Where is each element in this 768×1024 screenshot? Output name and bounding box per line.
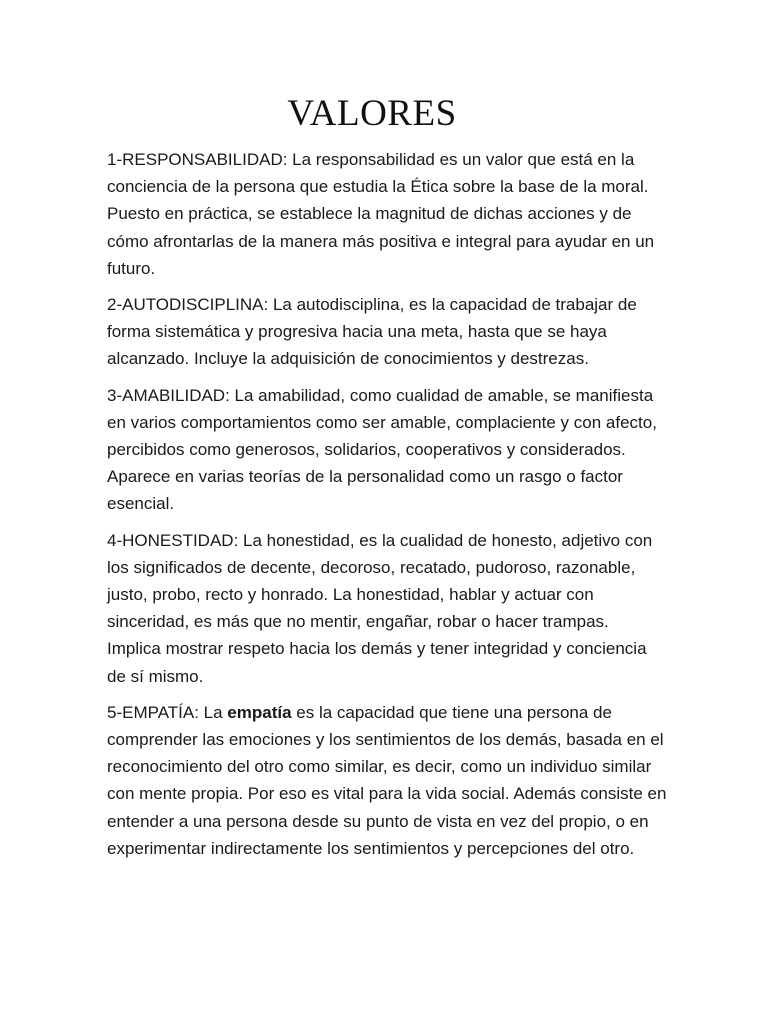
paragraph-honestidad: 4-HONESTIDAD: La honestidad, es la cualidad de honesto, adjetivo con los significados de decente, decoroso, recatado, pudoroso, razonable, justo, probo, recto y honrado. La honestidad, hablar y actuar con sinceridad, es más que no mentir, engañar, robar o hacer trampas. Implica mostrar respeto hacia los demás y tener integridad y conciencia de sí mismo.: [107, 530, 653, 686]
document-title: VALORES: [287, 93, 457, 134]
paragraph-empatia-rest: es la capacidad que tiene una persona de comprender las emociones y los sentimientos de los demás, basada en el reconocimiento del otro como similar, es decir, como un individuo similar con mente propia. Por eso es vital para la vida social. Además consiste en entender a una persona desde su punto de vista en vez del propio, o en experimentar indirectamente los sentimientos y percepciones del otro.: [107, 702, 667, 858]
paragraph-amabilidad: 3-AMABILIDAD: La amabilidad, como cualidad de amable, se manifiesta en varios comportamientos como ser amable, complaciente y con afecto, percibidos como generosos, solidarios, cooperativos y considerados. Aparece en varias teorías de la personalidad como un rasgo o factor esencial.: [107, 385, 657, 514]
paragraph-empatia: [107, 699, 667, 862]
paragraph-autodisciplina: 2-AUTODISCIPLINA: La autodisciplina, es la capacidad de trabajar de forma sistemática y progresiva hacia una meta, hasta que se haya alcanzado. Incluye la adquisición de conocimientos y destrezas.: [107, 295, 637, 369]
paragraph-empatia-bold-term: empatía: [227, 702, 292, 722]
paragraph-empatia-prefix: 5-EMPATÍA: La: [107, 702, 228, 722]
document-body: [107, 146, 667, 862]
paragraph-responsabilidad: 1-RESPONSABILIDAD: La responsabilidad es un valor que está en la conciencia de la persona que estudia la Ética sobre la base de la moral. Puesto en práctica, se establece la magnitud de dichas acciones y de cómo afrontarlas de la manera más positiva e integral para ayudar en un futuro.: [107, 150, 655, 278]
